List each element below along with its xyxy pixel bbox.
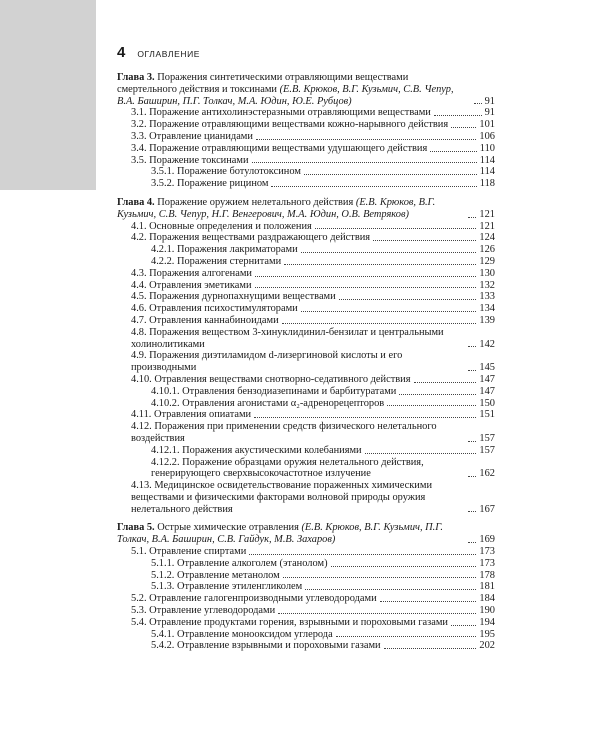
dot-leader [315,228,477,229]
entry-title: 4.2.1. Поражения лакриматорами [151,244,298,256]
entry-title: 5.4. Отравление продуктами горения, взрывными и пороховыми газами [131,616,448,628]
dot-leader [254,417,476,418]
toc-section[interactable] [117,119,495,131]
entry-title: 4.6. Отравления психостимуляторами [131,303,298,315]
dot-leader [380,601,477,602]
page-ref: 173 [479,546,495,558]
entry-title: 4.13. Медицинское освидетельствование пораженных химическими веществами и физическими факторами волновой природы оружия нелетального действия [131,480,433,515]
dot-leader [252,162,477,163]
toc-subsection[interactable] [117,581,495,593]
page-ref: 130 [479,267,495,279]
entry-title: 4.10. Отравления веществами снотворно-седативного действия [131,373,411,385]
dot-leader [399,394,476,395]
page-ref: 173 [479,557,495,569]
dot-leader [249,554,476,555]
page-ref: 150 [479,397,495,409]
entry-title: 4.1. Основные определения и положения [131,220,312,232]
dot-leader [282,323,477,324]
toc-subsection[interactable] [117,398,495,410]
page-ref: 181 [479,581,495,593]
dot-leader [468,511,476,512]
page-ref: 162 [479,468,495,480]
toc-subsection[interactable] [117,629,495,641]
toc-section[interactable] [117,232,495,244]
entry-title: 5.3. Отравление углеводородами [131,605,276,617]
table-of-contents [117,72,495,652]
toc-subsection[interactable] [117,445,495,457]
chapter-block [117,522,495,652]
entry-title: 3.4. Поражение отравляющими веществами удушающего действия [131,142,428,154]
entry-title: 3.1. Поражение антихолинэстеразными отравляющими веществами [131,107,431,119]
dot-leader [336,636,477,637]
dot-leader [468,346,476,347]
chapter-authors: (Е.В. Крюков, В.Г. Кузьмич, П.Г. Толкач, В.А. Баширин, С.В. Гайдук, М.В. Захаров) [117,522,443,546]
page-ref: 133 [479,291,495,303]
dot-leader [468,217,476,218]
toc-subsection[interactable] [117,640,495,652]
entry-title: 5.4.2. Отравление взрывными и пороховыми газами [151,640,381,652]
entry-title: 4.4. Отравления эметиками [131,279,252,291]
toc-subsection[interactable] [117,178,495,190]
entry-title: 3.5. Поражение токсинами [131,154,249,166]
page-ref: 110 [479,142,495,154]
page-ref: 101 [479,119,495,131]
dot-leader [284,264,476,265]
toc-section[interactable] [117,421,495,445]
chapter-authors: (Е.В. Крюков, В.Г. Кузьмич, С.В. Чепур, В.А. Баширин, П.Г. Толкач, М.А. Юдин, Ю.Е. Рубцов) [117,83,454,107]
entry-title: 4.9. Поражения диэтиламидом d-лизергиновой кислоты и его производными [131,350,403,374]
dot-leader [451,127,476,128]
dot-leader [331,566,477,567]
toc-section[interactable] [117,221,495,233]
page-ref: 126 [479,244,495,256]
entry-title: 4.10.1. Отравления бензодиазепинами и барбитуратами [151,385,397,397]
entry-title: 3.3. Отравление цианидами [131,130,253,142]
chapter-title: Поражения синтетическими отравляющими веществами смертельного действия и токсинами [117,72,409,95]
page-ref: 124 [479,232,495,244]
toc-subsection[interactable] [117,386,495,398]
entry-title: 4.5. Поражения дурнопахнущими веществами [131,291,336,303]
entry-title: 4.11. Отравления опиатами [131,409,252,421]
toc-section[interactable] [117,131,495,143]
page-ref: 106 [479,130,495,142]
page-ref: 167 [479,503,495,515]
dot-leader [283,577,477,578]
toc-section[interactable] [117,605,495,617]
toc-section[interactable] [117,303,495,315]
dot-leader [255,276,476,277]
toc-section[interactable] [117,546,495,558]
chapter-label: Глава 5. [117,522,155,534]
entry-title: 4.12.1. Поражения акустическими колебаниями [151,444,362,456]
toc-section[interactable] [117,155,495,167]
dot-leader [304,174,477,175]
toc-section[interactable] [117,593,495,605]
page-ref: 134 [479,303,495,315]
entry-title: 4.10.2. Отравления агонистами α₂-адренорецепторов [151,397,385,409]
toc-subsection[interactable] [117,244,495,256]
page-ref: 121 [479,208,495,220]
dot-leader [278,613,476,614]
page-ref: 147 [479,373,495,385]
entry-title: 4.12.2. Поражение образцами оружия нелетального действия, генерирующего сверхвысокочастотное излучение [151,456,424,480]
toc-subsection[interactable] [117,166,495,178]
entry-title: 4.7. Отравления каннабиноидами [131,314,279,326]
dot-leader [468,476,476,477]
chapter-title: Острые химические отравления [154,522,302,534]
page-ref: 118 [479,178,495,190]
dot-leader [384,648,477,649]
page-ref: 139 [479,314,495,326]
toc-section[interactable] [117,268,495,280]
dot-leader [255,287,477,288]
toc-subsection[interactable] [117,457,495,481]
entry-title: 4.8. Поражения веществом 3-хинуклидинил-бензилат и центральными холинолитиками [131,326,444,350]
dot-leader [256,139,476,140]
entry-title: 5.1. Отравление спиртами [131,546,247,558]
page-ref: 178 [479,569,495,581]
entry-title: 4.2.2. Поражения стернитами [151,255,282,267]
dot-leader [474,103,482,104]
dot-leader [373,240,476,241]
dot-leader [468,370,476,371]
entry-title: 4.3. Поражения алгогенами [131,267,252,279]
chapter-block [117,72,495,190]
page-ref: 157 [479,444,495,456]
page-header [117,44,200,64]
side-bar-decoration [0,0,96,190]
page-ref: 202 [479,640,495,652]
toc-section[interactable] [117,409,495,421]
dot-leader [365,453,477,454]
toc-section[interactable] [117,617,495,629]
toc-section[interactable] [117,107,495,119]
chapter-label: Глава 4. [117,196,155,208]
dot-leader [468,441,476,442]
dot-leader [339,299,477,300]
toc-subsection[interactable] [117,570,495,582]
entry-title: 4.2. Поражения веществами раздражающего действия [131,232,371,244]
dot-leader [430,151,477,152]
chapter-heading[interactable] [117,522,495,546]
toc-subsection[interactable] [117,558,495,570]
page-ref: 184 [479,593,495,605]
page-ref: 151 [479,409,495,421]
toc-section[interactable] [117,327,495,351]
dot-leader [305,589,476,590]
page-ref: 114 [479,154,495,166]
dot-leader [468,542,476,543]
dot-leader [387,405,476,406]
page-ref: 121 [479,220,495,232]
chapter-authors: (Е.В. Крюков, В.Г. Кузьмич, С.В. Чепур, Н.Г. Венгерович, М.А. Юдин, О.В. Ветряков) [117,196,436,220]
entry-title: 3.2. Поражение отравляющими веществами кожно-нарывного действия [131,119,449,131]
dot-leader [301,252,477,253]
chapter-label: Глава 3. [117,72,155,83]
page-ref: 145 [479,362,495,374]
page-ref: 91 [484,95,495,107]
dot-leader [301,311,477,312]
page-ref: 157 [479,432,495,444]
toc-section[interactable] [117,291,495,303]
page-number: 4 [117,44,126,61]
entry-title: 5.1.1. Отравление алкоголем (этанолом) [151,557,328,569]
entry-title: 5.4.1. Отравление монооксидом углерода [151,628,333,640]
entry-title: 3.5.2. Поражение рицином [151,178,269,190]
chapter-heading[interactable] [117,197,495,221]
page-ref: 129 [479,255,495,267]
chapter-heading[interactable] [117,72,495,107]
chapter-block [117,197,495,516]
page-ref: 195 [479,628,495,640]
toc-section[interactable] [117,374,495,386]
running-title: ОГЛАВЛЕНИЕ [137,49,201,59]
toc-section[interactable] [117,315,495,327]
page-ref: 91 [484,107,495,119]
dot-leader [434,115,482,116]
entry-title: 5.2. Отравление галогенпроизводными углеводородами [131,593,377,605]
page-ref: 132 [479,279,495,291]
toc-section[interactable] [117,280,495,292]
toc-section[interactable] [117,350,495,374]
dot-leader [451,625,476,626]
dot-leader [414,382,477,383]
page-ref: 169 [479,534,495,546]
toc-section[interactable] [117,143,495,155]
page-ref: 190 [479,605,495,617]
page-ref: 194 [479,616,495,628]
page-ref: 142 [479,338,495,350]
dot-leader [271,186,476,187]
entry-title: 5.1.3. Отравление этиленгликолем [151,581,303,593]
entry-title: 5.1.2. Отравление метанолом [151,569,280,581]
toc-subsection[interactable] [117,256,495,268]
entry-title: 4.12. Поражения при применении средств физического нелетального воздействия [131,421,437,444]
chapter-title: Поражение оружием нелетального действия [154,196,356,208]
page-ref: 147 [479,385,495,397]
page-ref: 114 [479,166,495,178]
entry-title: 3.5.1. Поражение ботулотоксином [151,166,301,178]
toc-section[interactable] [117,480,495,515]
